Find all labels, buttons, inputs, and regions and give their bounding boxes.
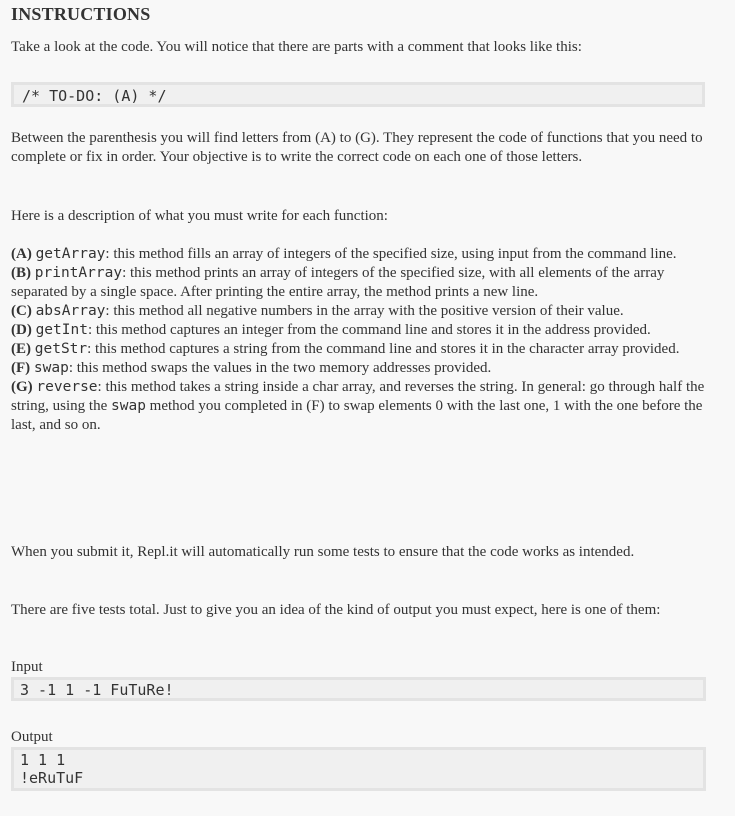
function-item-c: (C) absArray: this method all negative numbers in the array with the positive version of their value.	[11, 303, 624, 319]
output-example	[11, 747, 706, 791]
function-list	[11, 245, 716, 435]
function-item-b: (B) printArray: this method prints an array of integers of the specified size, with all elements of the array separated by a single space. After printing the entire array, the method prints a new line.	[11, 265, 665, 300]
output-label: Output	[11, 729, 53, 745]
input-example: 3 -1 1 -1 FuTuRe!	[11, 677, 706, 701]
function-item-g: (G) reverse: this method takes a string inside a char array, and reverses the string. In general: go through half the string, using the swap method you completed in (F) to swap elements 0 with the last one, 1 with the one before the last, and so on.	[11, 379, 705, 433]
function-name: getStr	[34, 341, 88, 357]
todo-code-example: /* TO-DO: (A) */	[11, 82, 705, 107]
function-item-d: (D) getInt: this method captures an integer from the command line and stores it in the address provided.	[11, 322, 651, 338]
description-intro: Here is a description of what you must write for each function:	[11, 208, 388, 224]
function-name: printArray	[34, 265, 123, 281]
output-line: !eRuTuF	[20, 769, 84, 787]
function-name: absArray	[35, 303, 106, 319]
function-item-f: (F) swap: this method swaps the values in the two memory addresses provided.	[11, 360, 492, 376]
tests-paragraph: There are five tests total. Just to give you an idea of the kind of output you must expect, here is one of them:	[11, 602, 661, 618]
input-label: Input	[11, 659, 43, 675]
between-paragraph: Between the parenthesis you will find letters from (A) to (G). They represent the code of functions that you need to complete or fix in order. Your objective is to write the correct code on each one of those letters.	[11, 130, 703, 165]
submit-paragraph: When you submit it, Repl.it will automatically run some tests to ensure that the code works as intended.	[11, 544, 635, 560]
function-name: swap	[111, 398, 146, 414]
function-name: getInt	[35, 322, 88, 338]
output-line: 1 1 1	[20, 751, 66, 769]
function-item-a: (A) getArray: this method fills an array of integers of the specified size, using input from the command line.	[11, 246, 677, 262]
function-name: reverse	[36, 379, 98, 395]
function-name: swap	[33, 360, 69, 376]
intro-text: Take a look at the code. You will notice that there are parts with a comment that looks like this:	[11, 39, 582, 55]
page-title: INSTRUCTIONS	[11, 4, 151, 24]
function-name: getArray	[35, 246, 106, 262]
function-item-e: (E) getStr: this method captures a string from the command line and stores it in the character array provided.	[11, 341, 680, 357]
